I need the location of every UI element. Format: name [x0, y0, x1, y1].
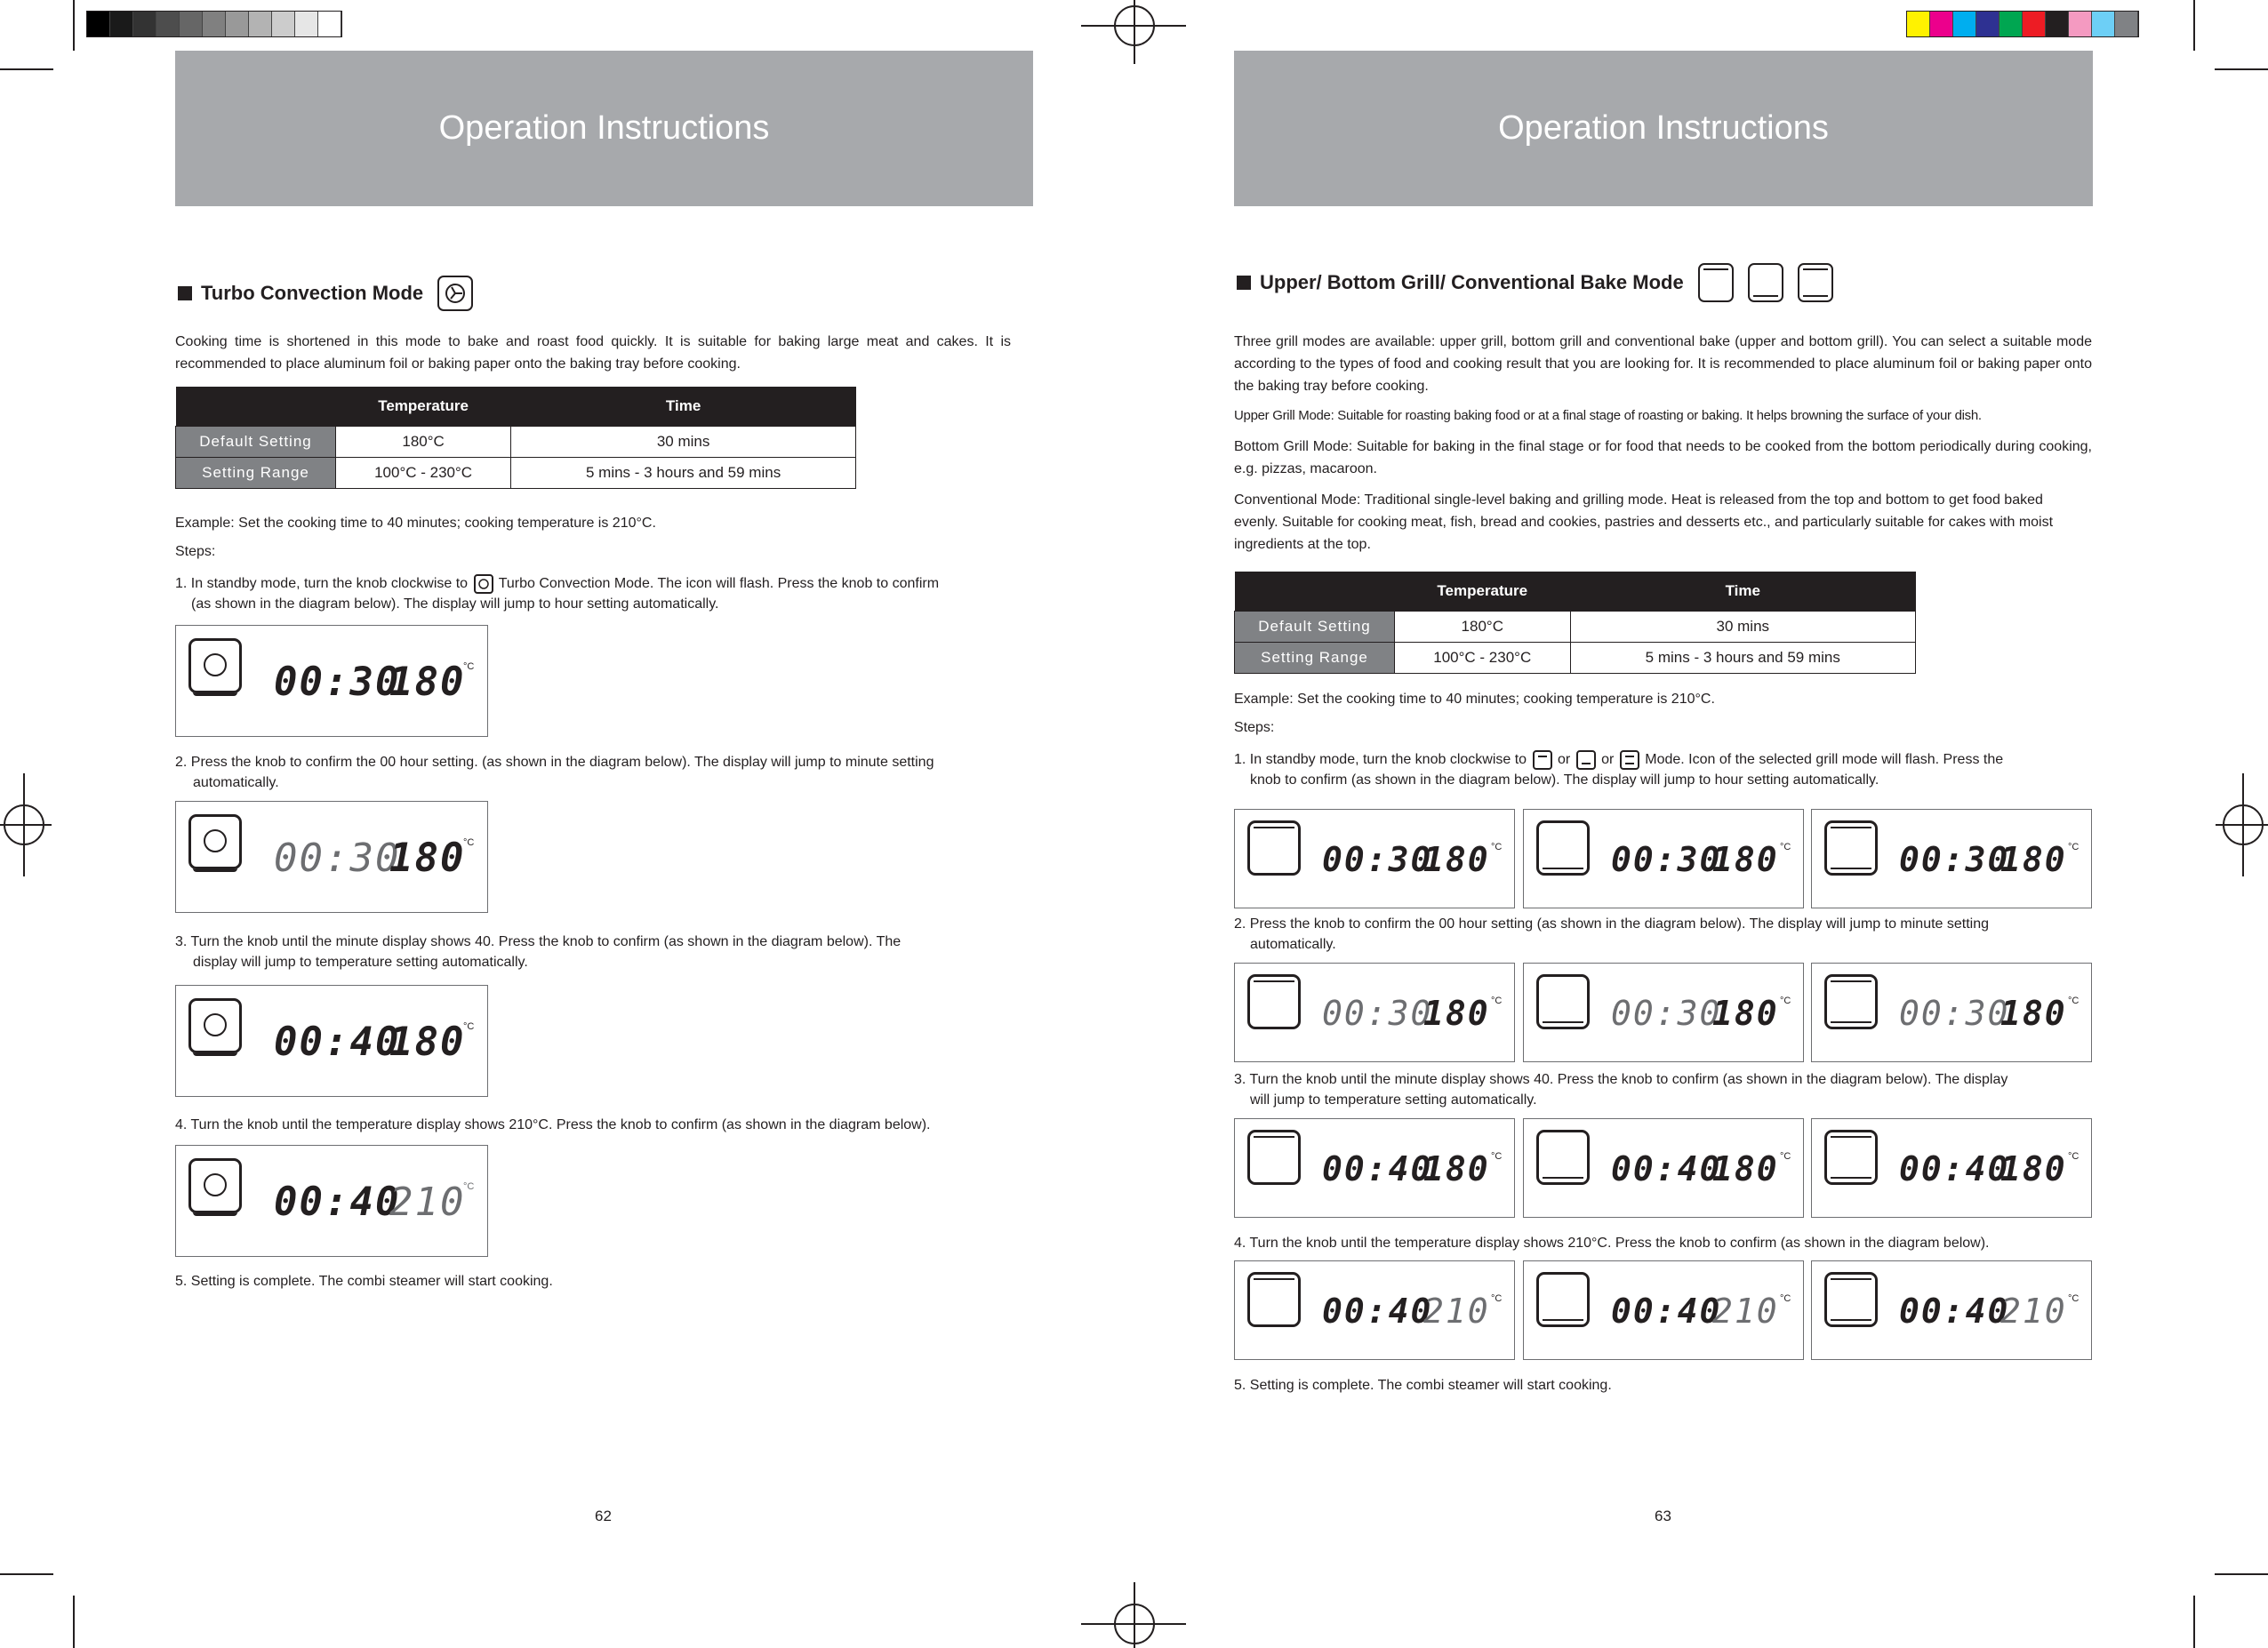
- temp-readout: 210: [389, 1180, 466, 1225]
- unit-label: °C: [2068, 1293, 2080, 1304]
- unit-label: °C: [2068, 1151, 2080, 1162]
- time-readout: 00:30: [1899, 840, 2010, 879]
- conventional-bake-icon: [1824, 1272, 1878, 1327]
- upper-grill-icon: [1247, 1130, 1301, 1185]
- display-diagram: [1523, 1260, 1804, 1360]
- table-cell: 30 mins: [1570, 612, 1915, 643]
- page-banner: Operation Instructions: [1234, 51, 2093, 206]
- grey-swatch: [156, 12, 180, 36]
- step-1: [175, 573, 1029, 614]
- step-4: 4. Turn the knob until the temperature display shows 210°C. Press the knob to confirm (as shown in the diagram below).: [175, 1117, 931, 1132]
- step-text: or: [1601, 752, 1615, 767]
- unit-label: °C: [463, 1021, 475, 1032]
- step-text: 1. In standby mode, turn the knob clockwise to: [175, 576, 469, 591]
- temp-readout: 180: [2000, 840, 2067, 879]
- upper-grill-icon: [1533, 750, 1552, 770]
- upper-grill-icon: [1247, 1272, 1301, 1327]
- temp-readout: 180: [1423, 994, 1490, 1033]
- temp-readout: 180: [2000, 1149, 2067, 1188]
- time-readout: 00:40: [274, 1020, 401, 1065]
- crop-mark: [2193, 0, 2195, 51]
- display-diagram: [1811, 963, 2092, 1062]
- display-diagram: [1811, 1118, 2092, 1218]
- unit-label: °C: [2068, 842, 2080, 852]
- unit-label: °C: [1780, 842, 1791, 852]
- grey-color-bar: [86, 11, 342, 37]
- color-bar: [1906, 11, 2139, 37]
- section-heading: [1237, 263, 1833, 302]
- time-readout: 00:30: [1899, 994, 2010, 1033]
- temp-readout: 180: [389, 660, 466, 705]
- unit-label: °C: [2068, 996, 2080, 1006]
- registration-mark: [0, 824, 52, 826]
- table-corner: [176, 387, 336, 427]
- registration-mark: [2242, 773, 2244, 876]
- temp-readout: 180: [1423, 1149, 1490, 1188]
- fan-icon: [188, 1158, 242, 1213]
- page-number: 62: [595, 1508, 612, 1524]
- temp-readout: 180: [1423, 840, 1490, 879]
- time-readout: 00:40: [1611, 1149, 1722, 1188]
- temp-readout: 210: [2000, 1292, 2067, 1331]
- page-number: 63: [1655, 1508, 1671, 1524]
- display-diagram: [1811, 1260, 2092, 1360]
- column-header: Time: [511, 387, 856, 427]
- step-2: [175, 752, 1029, 793]
- example-text: Example: Set the cooking time to 40 minutes; cooking temperature is 210°C.: [1234, 692, 1715, 707]
- crop-mark: [73, 0, 75, 51]
- unit-label: °C: [1491, 1293, 1503, 1304]
- display-diagram: [175, 1145, 488, 1257]
- color-swatch: [2069, 12, 2092, 36]
- grey-swatch: [318, 12, 341, 36]
- step-text: or: [1557, 752, 1571, 767]
- color-swatch: [1930, 12, 1953, 36]
- step-text: Turbo Convection Mode. The icon will flash. Press the knob to confirm: [498, 576, 940, 591]
- step-text: Mode. Icon of the selected grill mode will flash. Press the: [1645, 752, 2004, 767]
- time-readout: 00:40: [274, 1180, 401, 1225]
- bottom-grill-icon: [1536, 820, 1590, 876]
- display-diagram: [1523, 963, 1804, 1062]
- step-text: display will jump to temperature setting automatically.: [193, 955, 528, 970]
- temp-readout: 180: [389, 836, 466, 881]
- step-text: 2. Press the knob to confirm the 00 hour setting. (as shown in the diagram below). The display will jump to minute setting: [175, 755, 934, 770]
- fan-icon: [188, 814, 242, 869]
- settings-table: [175, 387, 856, 489]
- display-diagram: [1523, 809, 1804, 908]
- color-swatch: [1907, 12, 1930, 36]
- grey-swatch: [295, 12, 318, 36]
- upper-grill-icon: [1247, 974, 1301, 1029]
- table-cell: 100°C - 230°C: [336, 458, 511, 489]
- step-3: [175, 932, 1029, 972]
- row-header: Default Setting: [176, 427, 336, 458]
- step-5: 5. Setting is complete. The combi steamer will start cooking.: [175, 1274, 553, 1289]
- section-title: Turbo Convection Mode: [201, 282, 424, 304]
- time-readout: 00:40: [1611, 1292, 1722, 1331]
- step-text: 2. Press the knob to confirm the 00 hour setting (as shown in the diagram below). The display will jump to minute setting: [1234, 916, 1990, 932]
- grey-swatch: [249, 12, 272, 36]
- table-cell: 180°C: [336, 427, 511, 458]
- registration-mark: [23, 773, 25, 876]
- display-diagram: [175, 985, 488, 1097]
- conventional-bake-icon: [1620, 750, 1639, 770]
- crop-mark: [2215, 1573, 2268, 1575]
- bottom-grill-icon: [1748, 263, 1783, 302]
- temp-readout: 180: [2000, 994, 2067, 1033]
- grey-swatch: [180, 12, 203, 36]
- step-4: 4. Turn the knob until the temperature display shows 210°C. Press the knob to confirm (as shown in the diagram below).: [1234, 1236, 1990, 1251]
- unit-label: °C: [1491, 1151, 1503, 1162]
- intro-paragraph: Cooking time is shortened in this mode to bake and roast food quickly. It is suitable for baking large meat and cakes. It is recommended to place aluminum foil or baking paper onto the baking tray before cooking.: [175, 334, 1011, 372]
- settings-table: [1234, 572, 1916, 674]
- time-readout: 00:30: [1322, 840, 1433, 879]
- fan-icon: [437, 276, 473, 311]
- unit-label: °C: [1780, 1151, 1791, 1162]
- page-banner: Operation Instructions: [175, 51, 1033, 206]
- table-cell: 5 mins - 3 hours and 59 mins: [511, 458, 856, 489]
- color-swatch: [2023, 12, 2046, 36]
- grey-swatch: [133, 12, 156, 36]
- time-readout: 00:30: [1611, 840, 1722, 879]
- step-text: 3. Turn the knob until the minute display shows 40. Press the knob to confirm (as shown in the diagram below). The: [175, 934, 902, 949]
- temp-readout: 210: [1423, 1292, 1490, 1331]
- grey-swatch: [87, 12, 110, 36]
- steps-label: Steps:: [175, 544, 216, 559]
- bottom-grill-icon: [1536, 974, 1590, 1029]
- example-text: Example: Set the cooking time to 40 minutes; cooking temperature is 210°C.: [175, 516, 656, 531]
- table-corner: [1235, 572, 1395, 612]
- row-header: Setting Range: [176, 458, 336, 489]
- unit-label: °C: [1491, 996, 1503, 1006]
- crop-mark: [2215, 68, 2268, 70]
- unit-label: °C: [463, 837, 475, 848]
- crop-mark: [0, 1573, 53, 1575]
- bottom-grill-icon: [1536, 1130, 1590, 1185]
- column-header: Time: [1570, 572, 1915, 612]
- display-diagram: [1234, 963, 1515, 1062]
- fan-icon: [188, 998, 242, 1053]
- row-header: Default Setting: [1235, 612, 1395, 643]
- conventional-bake-icon: [1824, 820, 1878, 876]
- registration-mark: [1134, 1582, 1135, 1648]
- temp-readout: 210: [1712, 1292, 1779, 1331]
- upper-grill-description: Upper Grill Mode: Suitable for roasting baking food or at a final stage of roasting or baking. It helps browning the surface of your dish.: [1234, 408, 1982, 423]
- crop-mark: [0, 68, 53, 70]
- step-text: automatically.: [193, 775, 279, 790]
- display-diagram: [1234, 809, 1515, 908]
- unit-label: °C: [463, 1181, 475, 1192]
- step-5: 5. Setting is complete. The combi steamer will start cooking.: [1234, 1378, 1612, 1393]
- time-readout: 00:30: [274, 660, 401, 705]
- time-readout: 00:40: [1322, 1292, 1433, 1331]
- upper-grill-icon: [1247, 820, 1301, 876]
- color-swatch: [2000, 12, 2023, 36]
- color-swatch: [1976, 12, 2000, 36]
- step-1: [1234, 749, 2092, 790]
- display-diagram: [1234, 1118, 1515, 1218]
- upper-grill-icon: [1698, 263, 1734, 302]
- conventional-bake-icon: [1824, 974, 1878, 1029]
- table-cell: 180°C: [1395, 612, 1571, 643]
- column-header: Temperature: [1395, 572, 1571, 612]
- grey-swatch: [272, 12, 295, 36]
- time-readout: 00:30: [1322, 994, 1433, 1033]
- registration-mark: [1134, 0, 1135, 64]
- fan-icon: [188, 638, 242, 693]
- conventional-bake-icon: [1824, 1130, 1878, 1185]
- display-diagram: [1523, 1118, 1804, 1218]
- intro-paragraph: Three grill modes are available: upper grill, bottom grill and conventional bake (upper and bottom grill). You can select a suitable mode according to the types of food and cooking result that you are looking for. It is recommended to place aluminum foil or baking paper onto the baking tray before cooking.: [1234, 334, 2092, 394]
- grey-swatch: [110, 12, 133, 36]
- temp-readout: 180: [1712, 994, 1779, 1033]
- column-header: Temperature: [336, 387, 511, 427]
- color-swatch: [2046, 12, 2069, 36]
- section-heading: [178, 276, 473, 311]
- steps-label: Steps:: [1234, 720, 1275, 735]
- step-text: (as shown in the diagram below). The display will jump to hour setting automatically.: [191, 596, 719, 612]
- table-cell: 100°C - 230°C: [1395, 643, 1571, 674]
- unit-label: °C: [1780, 996, 1791, 1006]
- grey-swatch: [203, 12, 226, 36]
- time-readout: 00:30: [1611, 994, 1722, 1033]
- time-readout: 00:40: [1899, 1292, 2010, 1331]
- color-swatch: [2092, 12, 2115, 36]
- time-readout: 00:30: [274, 836, 401, 881]
- display-diagram: [175, 625, 488, 737]
- step-text: will jump to temperature setting automatically.: [1250, 1092, 1537, 1108]
- crop-mark: [2193, 1596, 2195, 1648]
- step-3: [1234, 1069, 2092, 1110]
- unit-label: °C: [1491, 842, 1503, 852]
- unit-label: °C: [1780, 1293, 1791, 1304]
- row-header: Setting Range: [1235, 643, 1395, 674]
- conventional-bake-icon: [1798, 263, 1833, 302]
- bullet-square: [178, 286, 192, 300]
- temp-readout: 180: [389, 1020, 466, 1065]
- bottom-grill-description: Bottom Grill Mode: Suitable for baking in the final stage or for food that needs to be cooked from the bottom periodically during cooking, e.g. pizzas, macaroon.: [1234, 439, 2092, 476]
- color-swatch: [1953, 12, 1976, 36]
- temp-readout: 180: [1712, 1149, 1779, 1188]
- bottom-grill-icon: [1576, 750, 1596, 770]
- unit-label: °C: [463, 661, 475, 672]
- crop-mark: [73, 1596, 75, 1648]
- bullet-square: [1237, 276, 1251, 290]
- display-diagram: [175, 801, 488, 913]
- color-swatch: [2115, 12, 2138, 36]
- fan-icon: [474, 574, 493, 594]
- conventional-description: Conventional Mode: Traditional single-level baking and grilling mode. Heat is released from the top and bottom to get food baked evenly. Suitable for cooking meat, fish, bread and cookies, pastries and desserts etc., and particularly suitable for cakes with moist ingredients at the top.: [1234, 492, 2054, 552]
- display-diagram: [1234, 1260, 1515, 1360]
- step-text: 3. Turn the knob until the minute display shows 40. Press the knob to confirm (as shown in the diagram below). The display: [1234, 1072, 2008, 1087]
- step-text: 1. In standby mode, turn the knob clockwise to: [1234, 752, 1527, 767]
- section-title: Upper/ Bottom Grill/ Conventional Bake Mode: [1260, 271, 1684, 293]
- grey-swatch: [226, 12, 249, 36]
- temp-readout: 180: [1712, 840, 1779, 879]
- table-cell: 5 mins - 3 hours and 59 mins: [1570, 643, 1915, 674]
- time-readout: 00:40: [1899, 1149, 2010, 1188]
- step-text: knob to confirm (as shown in the diagram below). The display will jump to hour setting automatically.: [1250, 772, 1879, 788]
- display-diagram: [1811, 809, 2092, 908]
- bottom-grill-icon: [1536, 1272, 1590, 1327]
- time-readout: 00:40: [1322, 1149, 1433, 1188]
- table-cell: 30 mins: [511, 427, 856, 458]
- step-2: [1234, 914, 2092, 955]
- step-text: automatically.: [1250, 937, 1336, 952]
